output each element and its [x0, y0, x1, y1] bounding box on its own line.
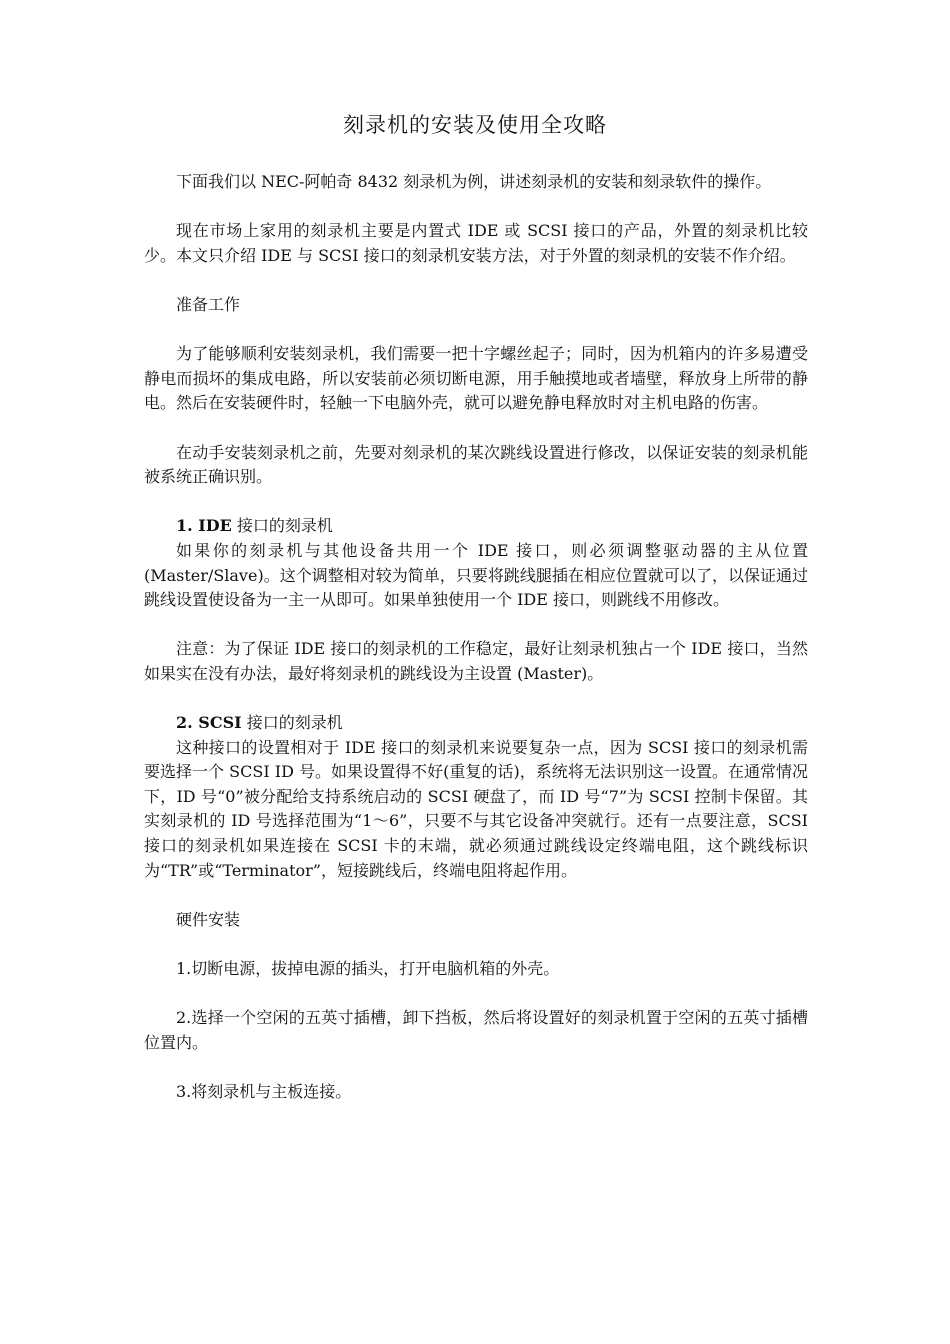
- ide-heading-text: 接口的刻录机: [231, 516, 333, 536]
- scsi-heading-number: 2. SCSI: [176, 713, 242, 733]
- step-3: 3.将刻录机与主板连接。: [176, 1081, 352, 1101]
- ide-paragraph: 如果你的刻录机与其他设备共用一个 IDE 接口，则必须调整驱动器的主从位置(Master/Slave)。这个调整相对较为简单，只要将跳线腿插在相应位置就可以了，以保证通过跳线设置使设备为一主一从即可。如果单独使用一个 IDE 接口，则跳线不用修改。: [144, 540, 808, 610]
- scsi-section-heading: [144, 711, 808, 736]
- scsi-paragraph: 这种接口的设置相对于 IDE 接口的刻录机来说要复杂一点，因为 SCSI 接口的刻录机需要选择一个 SCSI ID 号。如果设置得不好(重复的话)，系统将无法识别这一设置。在通常情况下，ID 号“0”被分配给支持系统启动的 SCSI 硬盘了，而 ID 号“7”为 SCSI 控制卡保留。其实刻录机的 ID 号选择范围为“1～6”，只要不与其它设备冲突就行。还有一点要注意，SCSI 接口的刻录机如果连接在 SCSI 卡的末端，就必须通过跳线设定终端电阻，这个跳线标识为“TR”或“Terminator”，短接跳线后，终端电阻将起作用。: [144, 737, 808, 880]
- ide-heading-number: 1. IDE: [176, 516, 232, 536]
- ide-note-paragraph: 注意：为了保证 IDE 接口的刻录机的工作稳定，最好让刻录机独占一个 IDE 接口，当然如果实在没有办法，最好将刻录机的跳线设为主设置 (Master)。: [144, 639, 808, 683]
- hardware-heading: 硬件安装: [176, 909, 241, 929]
- document-body: [144, 170, 808, 1129]
- prep-heading: 准备工作: [176, 294, 241, 314]
- document-title: 刻录机的安装及使用全攻略: [343, 113, 607, 137]
- market-paragraph: 现在市场上家用的刻录机主要是内置式 IDE 或 SCSI 接口的产品，外置的刻录机比较少。本文只介绍 IDE 与 SCSI 接口的刻录机安装方法，对于外置的刻录机的安装不作介绍。: [144, 221, 808, 265]
- intro-paragraph: 下面我们以 NEC-阿帕奇 8432 刻录机为例，讲述刻录机的安装和刻录软件的操作。: [176, 172, 772, 191]
- jumper-paragraph: 在动手安装刻录机之前，先要对刻录机的某次跳线设置进行修改，以保证安装的刻录机能被系统正确识别。: [144, 442, 808, 487]
- ide-section-heading: [144, 514, 808, 539]
- step-2: 2.选择一个空闲的五英寸插槽，卸下挡板，然后将设置好的刻录机置于空闲的五英寸插槽位置内。: [144, 1008, 808, 1052]
- step-1: 1.切断电源，拔掉电源的插头，打开电脑机箱的外壳。: [176, 959, 560, 978]
- prep-paragraph: 为了能够顺利安装刻录机，我们需要一把十字螺丝起子；同时，因为机箱内的许多易遭受静电而损坏的集成电路，所以安装前必须切断电源，用手触摸地或者墙壁，释放身上所带的静电。然后在安装硬件时，轻触一下电脑外壳，就可以避免静电释放时对主机电路的伤害。: [144, 344, 808, 413]
- scsi-heading-text: 接口的刻录机: [241, 713, 343, 733]
